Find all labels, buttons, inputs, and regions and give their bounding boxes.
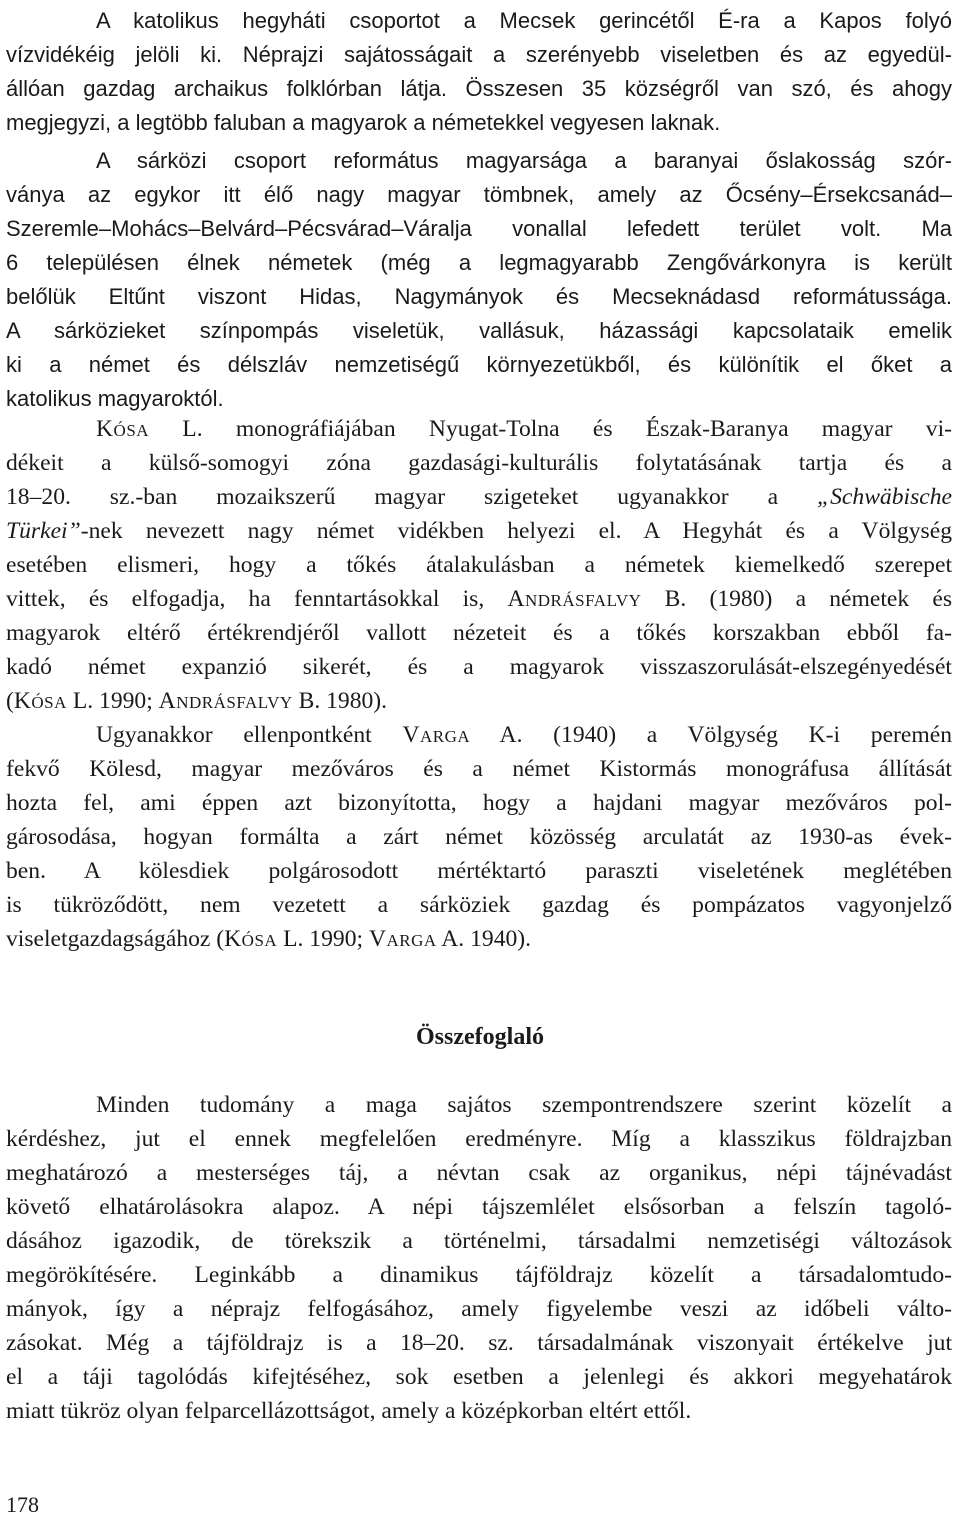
- author-name: Kósa: [96, 416, 150, 442]
- text-line: 18–20. sz.-ban mozaikszerű magyar szigeteket ugyanakkor a „Schwäbische: [6, 484, 952, 510]
- text-line: Szeremle–Mohács–Belvárd–Pécsvárad–Váralja vonallal lefedett terület volt. Ma: [6, 216, 952, 241]
- author-name: Kósa: [13, 688, 67, 714]
- text-line: miatt tükröz olyan felparcellázottságot, amely a középkorban eltért ettől.: [6, 1398, 692, 1424]
- text-line: kadó német expanzió sikerét, és a magyarok visszaszorulását-elszegényedését: [6, 654, 952, 680]
- author-name: Varga: [402, 722, 471, 748]
- text-line: gárosodása, hogyan formálta a zárt német közösség arculatát az 1930-as évek-: [6, 824, 952, 850]
- page-number: 178: [6, 1492, 39, 1517]
- text-line: el a táji tagolódás kifejtéséhez, sok esetben a jelenlegi és akkori megyehatárok: [6, 1364, 952, 1390]
- text-line: 6 településen élnek németek (még a legmagyarabb Zengővárkonyra is került: [6, 250, 952, 275]
- text-line: A katolikus hegyháti csoportot a Mecsek gerincétől É-ra a Kapos folyó: [96, 8, 952, 33]
- text-line: követő elhatárolásokra alapoz. A népi tájszemlélet elsősorban a felszín tagoló-: [6, 1194, 952, 1220]
- text-line: fekvő Kölesd, magyar mezőváros és a német Kistormás monográfusa állítását: [6, 756, 952, 782]
- text-line: dékeit a külső-somogyi zóna gazdasági-kulturális folytatásának tartja és a: [6, 450, 952, 476]
- author-name: Kósa: [224, 926, 278, 952]
- text-line: viseletgazdagságához (Kósa L. 1990; Varga A. 1940).: [6, 926, 532, 952]
- text-line: is tükröződött, nem vezetett a sárköziek gazdag és pompázatos vagyonjelző: [6, 892, 952, 918]
- text-line: ben. A kölesdiek polgárosodott mértéktartó paraszti viseletének meglétében: [6, 858, 952, 884]
- text-line: kérdéshez, jut el ennek megfelelően eredményre. Míg a klasszikus földrajzban: [6, 1126, 952, 1152]
- text-line: megjegyzi, a legtöbb faluban a magyarok a németekkel vegyesen laknak.: [6, 110, 721, 135]
- text-line: állóan gazdag archaikus folklórban látja. Összesen 35 községről van szó, és ahogy: [6, 76, 952, 101]
- text-line: meghatározó a mesterséges táj, a névtan csak az organikus, népi tájnévadást: [6, 1160, 952, 1186]
- text-line: Minden tudomány a maga sajátos szempontrendszere szerint közelít a: [96, 1092, 952, 1118]
- text-line: vízvidékéig jelöli ki. Néprajzi sajátosságait a szerényebb viseletben és az egyedül-: [6, 42, 952, 67]
- text-line: A sárközieket színpompás viseletük, vallásuk, házassági kapcsolataik emelik: [6, 318, 952, 343]
- text-line: Türkei”-nek nevezett nagy német vidékben helyezi el. A Hegyhát és a Völgység: [6, 518, 952, 544]
- text-line: esetében elismeri, hogy a tőkés átalakulásban a németek kiemelkedő szerepet: [6, 552, 952, 578]
- text-line: megörökítésére. Leginkább a dinamikus tájföldrajz közelít a társadalomtudo-: [6, 1262, 952, 1288]
- text-line: belőlük Eltűnt viszont Hidas, Nagymányok és Mecseknádasd reformátussága.: [6, 284, 952, 309]
- text-line: Kósa L. monográfiájában Nyugat-Tolna és Észak-Baranya magyar vi-: [96, 416, 952, 442]
- italic-term: Türkei”: [6, 518, 81, 544]
- text-line: ványa az egykor itt élő nagy magyar tömbnek, amely az Őcsény–Érsekcsanád–: [6, 182, 952, 207]
- text-line: A sárközi csoport református magyarsága a baranyai őslakosság szór-: [96, 148, 952, 173]
- text-line: zásokat. Még a tájföldrajz is a 18–20. sz. társadalmának viszonyait értékelve jut: [6, 1330, 952, 1356]
- text-line: dásához igazodik, de törekszik a történelmi, társadalmi nemzetiségi változások: [6, 1228, 952, 1254]
- section-heading: Összefoglaló: [416, 1024, 544, 1050]
- author-name: Andrásfalvy: [507, 586, 642, 612]
- text-line: Ugyanakkor ellenpontként Varga A. (1940) a Völgység K-i peremén: [96, 722, 953, 748]
- text-line: ki a német és délszláv nemzetiségű környezetükből, és különítik el őket a: [6, 352, 952, 377]
- author-name: Varga: [368, 926, 437, 952]
- text-line: vittek, és elfogadja, ha fenntartásokkal is, Andrásfalvy B. (1980) a németek és: [6, 586, 953, 612]
- text-line: (Kósa L. 1990; Andrásfalvy B. 1980).: [6, 688, 388, 714]
- text-line: hozta fel, ami éppen azt bizonyította, hogy a hajdani magyar mezőváros pol-: [6, 790, 952, 816]
- text-line: mányok, így a néprajz felfogásához, amely figyelembe veszi az időbeli válto-: [6, 1296, 952, 1322]
- italic-term: „Schwäbische: [817, 484, 952, 510]
- text-line: magyarok eltérő értékrendjéről vallott nézeteit és a tőkés korszakban ebből fa-: [6, 620, 952, 646]
- text-line: katolikus magyaroktól.: [6, 386, 224, 411]
- author-name: Andrásfalvy: [158, 688, 293, 714]
